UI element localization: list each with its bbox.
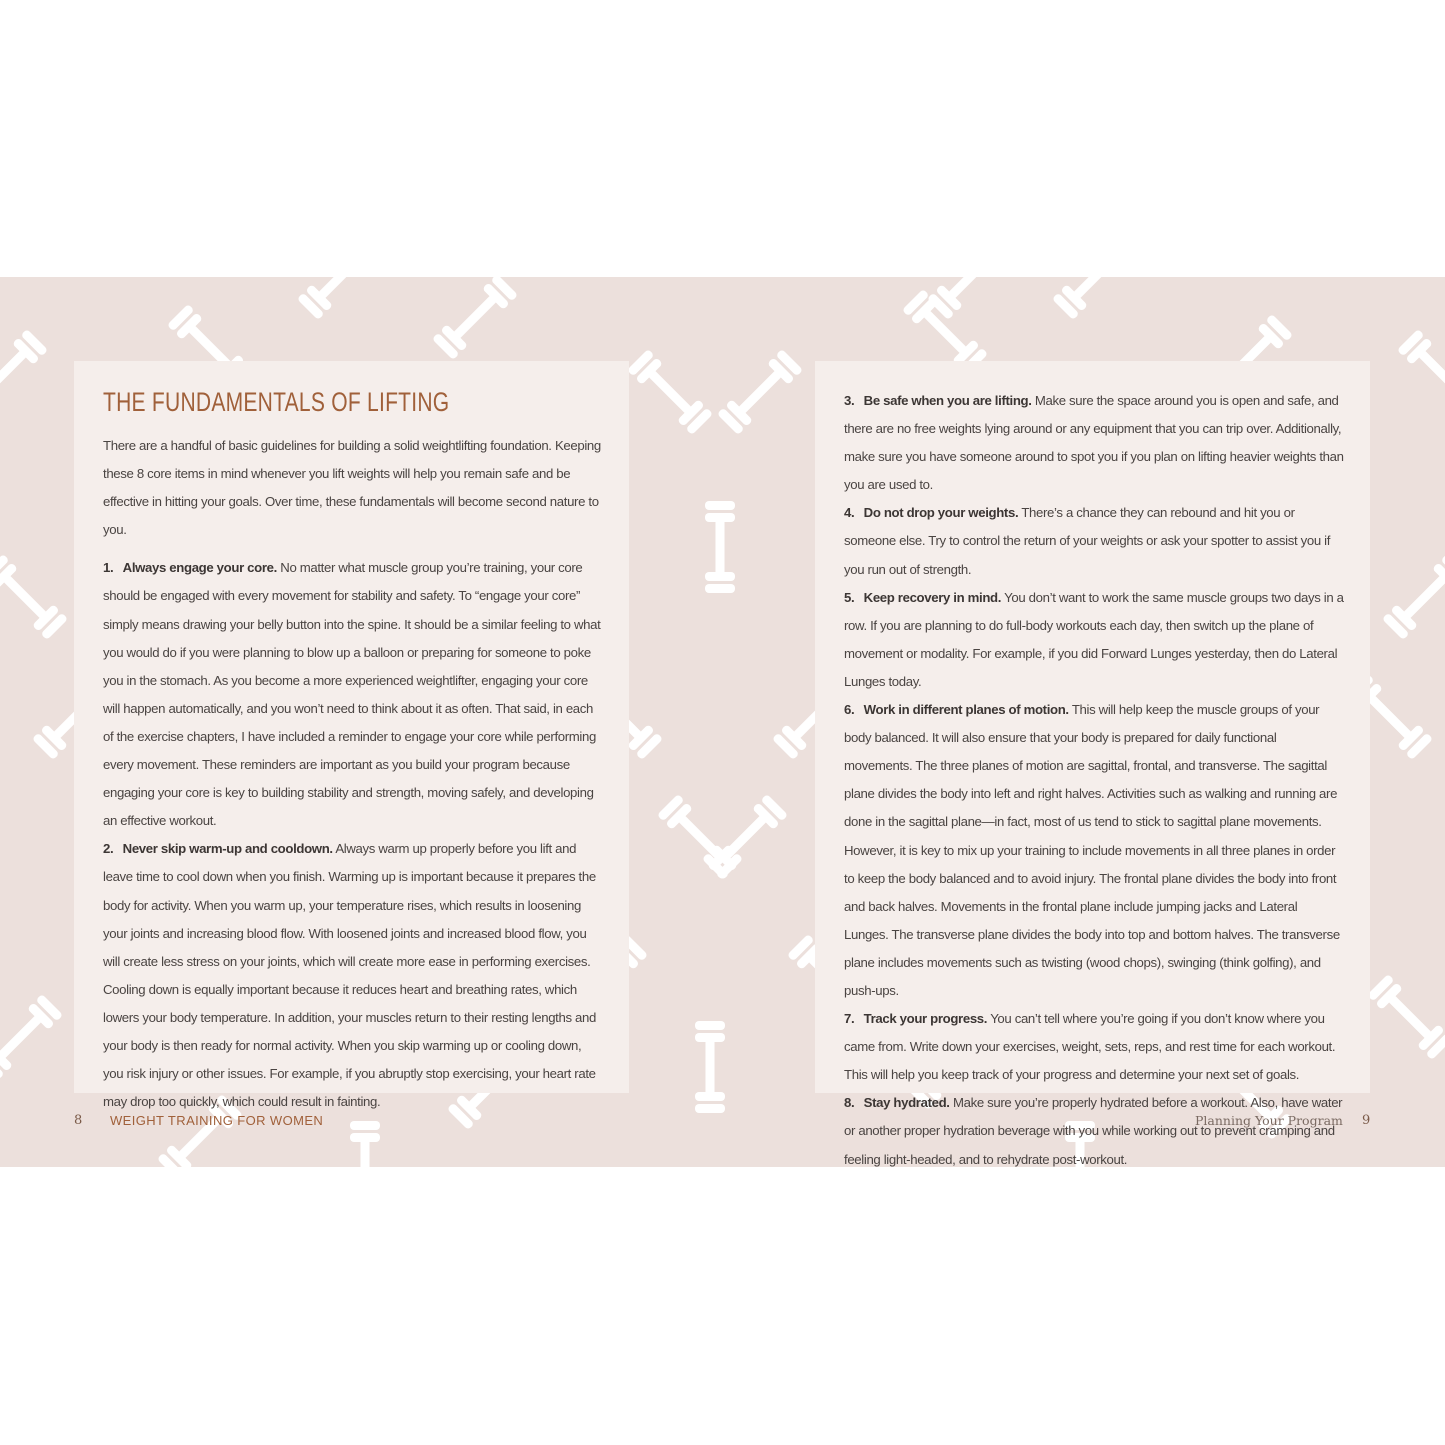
item-text: You don’t want to work the same muscle groups two days in a row. If you are planning to do full-body workouts each day, then switch up the plane of movement or modality. For example, if you did Forward Lunges yesterday, then do Lateral Lunges today. <box>844 589 1344 689</box>
dumbbell-icon <box>432 277 518 360</box>
item-number: 7. <box>844 1011 855 1027</box>
item-lead: Keep recovery in mind. <box>863 589 1002 605</box>
right-list <box>844 387 1344 1167</box>
list-item <box>844 584 1344 696</box>
book-spread <box>0 277 1445 1167</box>
item-lead: Always engage your core. <box>122 560 277 576</box>
item-text: There’s a chance they can rebound and hit you or someone else. Try to control the return of your weights or ask your spotter to assist you if you run out of strength. <box>844 505 1331 577</box>
item-number: 6. <box>844 702 855 718</box>
dumbbell-icon <box>702 794 788 880</box>
dumbbell-icon <box>0 994 63 1080</box>
dumbbell-icon <box>1397 329 1445 415</box>
item-text: Make sure you’re properly hydrated before a workout. Also, have water or another proper hydration beverage with you while working out to prevent cramping and feeling light-headed, and to rehydrate post-workout. <box>844 1095 1343 1167</box>
left-page-panel <box>74 361 629 1110</box>
item-lead: Track your progress. <box>863 1011 988 1027</box>
item-text: Always warm up properly before you lift and leave time to cool down when you finish. Warming up is important because it prepares the body for activity. When you warm up, your temperature rises, which results in loosening your joints and increasing blood flow. With loosened joints and increased blood flow, you will create less stress on your joints, which will create more ease in performing exercises. Cooling down is equally important because it reduces heart and breathing rates, which lowers your body temperature. In addition, your muscles return to their resting lengths and your body is then ready for normal activity. When you skip warming up or cooling down, you risk injury or other issues. For example, if you abruptly stop exercising, your heart rate may drop too quickly, which could result in fainting. <box>103 841 596 1110</box>
item-lead: Stay hydrated. <box>863 1095 950 1111</box>
list-item <box>844 1005 1344 1089</box>
dumbbell-icon <box>695 1021 725 1113</box>
item-lead: Be safe when you are lifting. <box>863 393 1032 408</box>
dumbbell-icon <box>717 349 803 435</box>
page-number-right: 9 <box>1362 1113 1371 1128</box>
page-number-left: 8 <box>74 1113 83 1128</box>
item-number: 5. <box>844 589 855 605</box>
running-title-right: Planning Your Program <box>1195 1113 1343 1128</box>
item-text: This will help keep the muscle groups of your body balanced. It will also ensure that your body is prepared for daily functional movements. The three planes of motion are sagittal, frontal, and transverse. The sagittal plane divides the body into left and right halves. Activities such as walking and running are done in the sagittal plane—in fact, most of us tend to stick to sagittal plane movements. However, it is key to mix up your training to include movements in all three planes in order to keep the body balanced and to avoid injury. The frontal plane divides the body into front and back halves. Movements in the frontal plane include jumping jacks and Lateral Lunges. The transverse plane divides the body into top and bottom halves. The transverse plane includes movements such as twisting (wood chops), swinging (think golfing), and push-ups. <box>844 702 1340 998</box>
item-number: 2. <box>103 841 114 857</box>
dumbbell-icon <box>0 554 68 640</box>
list-item <box>844 1089 1344 1167</box>
item-text: You can’t tell where you’re going if you don’t know where you came from. Write down your exercises, weight, sets, reps, and rest time for each workout. This will help you keep track of your progress and determine your next set of goals. <box>844 1011 1336 1083</box>
dumbbell-icon <box>1052 277 1138 320</box>
list-item <box>844 696 1344 1005</box>
list-item <box>103 835 601 1116</box>
dumbbell-icon <box>0 329 48 415</box>
item-number: 8. <box>844 1095 855 1111</box>
page-heading: THE FUNDAMENTALS OF LIFTING <box>103 387 450 417</box>
running-title-left: WEIGHT TRAINING FOR WOMEN <box>110 1113 324 1128</box>
dumbbell-icon <box>627 349 713 435</box>
dumbbell-icon <box>1382 554 1445 640</box>
list-item <box>844 499 1344 583</box>
dumbbell-icon <box>297 277 383 320</box>
intro-paragraph: There are a handful of basic guidelines for building a solid weightlifting foundation. Keeping these 8 core items in mind whenever you lift weights will help you remain safe and be effective in hitting your goals. Over time, these fundamentals will become second nature to you. <box>103 438 601 538</box>
left-list <box>103 554 601 1116</box>
item-text: No matter what muscle group you’re training, your core should be engaged with every movement for stability and safety. To “engage your core” simply means drawing your belly button into the spine. It should be a similar feeling to what you would do if you were planning to blow up a balloon or preparing for someone to poke you in the stomach. As you become a more experienced weightlifter, engaging your core will happen automatically, and you won’t need to think about it as often. That said, in each of the exercise chapters, I have included a reminder to engage your core while performing every movement. These reminders are important as you build your program because engaging your core is key to building stability and strength, moving safely, and developing an effective workout. <box>103 560 601 829</box>
item-lead: Do not drop your weights. <box>863 505 1019 521</box>
item-number: 1. <box>103 560 114 576</box>
dumbbell-icon <box>705 501 735 593</box>
item-number: 4. <box>844 505 855 521</box>
dumbbell-icon <box>927 277 1013 320</box>
list-item <box>103 554 601 835</box>
item-lead: Never skip warm-up and cooldown. <box>122 841 333 857</box>
dumbbell-icon <box>1367 974 1445 1060</box>
dumbbell-icon <box>350 1121 380 1167</box>
list-item <box>844 387 1344 499</box>
item-lead: Work in different planes of motion. <box>863 702 1069 718</box>
item-text: Make sure the space around you is open and safe, and there are no free weights lying around or any equipment that you can trip over. Additionally, make sure you have someone around to spot you if you plan on lifting heavier weights than you are used to. <box>844 393 1344 493</box>
item-number: 3. <box>844 393 855 408</box>
